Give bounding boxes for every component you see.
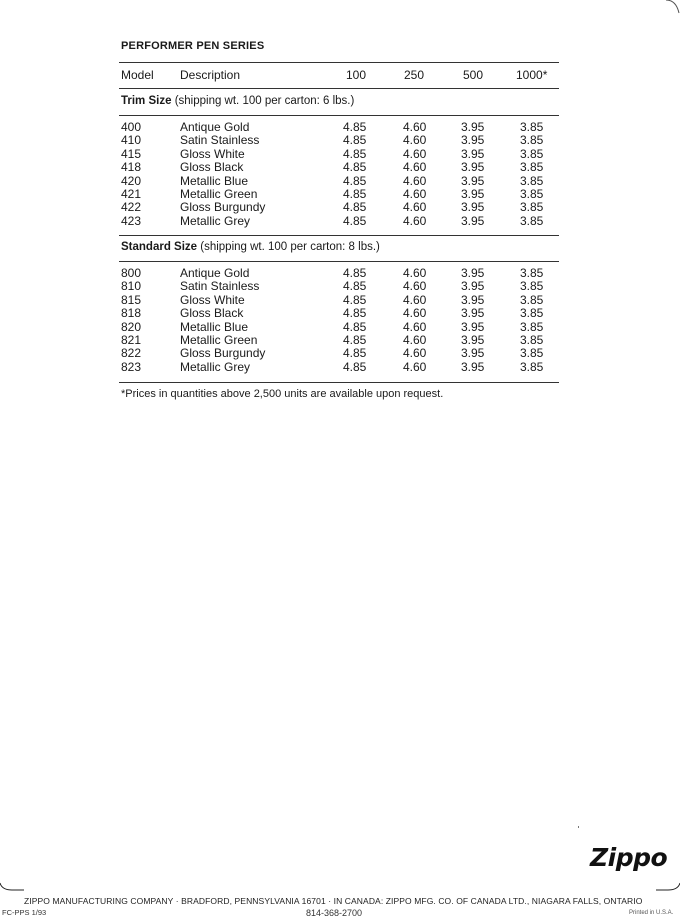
model-cell: 810	[121, 279, 142, 294]
model-cell: 421	[121, 187, 142, 201]
trim-section-note: (shipping wt. 100 per carton: 6 lbs.)	[171, 95, 355, 107]
price-100-cell: 4.85	[343, 200, 367, 215]
price-100-cell: 4.85	[343, 306, 367, 321]
price-1000-cell: 3.85	[520, 213, 544, 228]
price-500-cell: 3.95	[461, 120, 485, 134]
description-cell: Satin Stainless	[180, 133, 260, 148]
standard-section-top-rule	[119, 235, 559, 236]
price-250-cell: 4.60	[403, 346, 427, 361]
model-cell: 815	[121, 292, 142, 307]
header-top-rule	[119, 62, 559, 63]
price-1000-cell: 3.85	[520, 346, 544, 361]
price-100-cell: 4.85	[343, 213, 367, 228]
price-100-cell: 4.85	[343, 187, 367, 201]
price-1000-cell: 3.85	[520, 333, 544, 347]
price-100-cell: 4.85	[343, 146, 367, 161]
column-header-qty-1000: 1000*	[516, 68, 548, 82]
price-100-cell: 4.85	[343, 160, 367, 175]
table-row	[0, 267, 680, 280]
column-header-qty-100: 100	[346, 68, 367, 82]
model-cell: 818	[121, 306, 142, 321]
price-100-cell: 4.85	[343, 359, 367, 374]
table-row	[0, 148, 680, 161]
trim-section-heading	[121, 95, 354, 107]
price-500-cell: 3.95	[461, 306, 485, 321]
header-bottom-rule	[119, 88, 559, 89]
speck	[578, 826, 579, 828]
series-title: PERFORMER PEN SERIES	[121, 40, 265, 52]
price-500-cell: 3.95	[461, 279, 485, 294]
description-cell: Gloss Black	[180, 306, 244, 321]
price-1000-cell: 3.85	[520, 200, 544, 215]
model-cell: 423	[121, 213, 142, 228]
model-cell: 422	[121, 200, 142, 215]
price-250-cell: 4.60	[403, 333, 427, 347]
model-cell: 820	[121, 319, 142, 334]
description-cell: Gloss White	[180, 292, 245, 307]
footer-border	[0, 873, 680, 895]
column-header-model: Model	[121, 68, 154, 82]
column-header-description: Description	[180, 68, 241, 82]
table-row	[0, 188, 680, 201]
table-row	[0, 294, 680, 307]
table-row	[0, 134, 680, 147]
description-cell: Metallic Grey	[180, 213, 251, 228]
price-100-cell: 4.85	[343, 133, 367, 148]
price-100-cell: 4.85	[343, 173, 367, 188]
model-cell: 420	[121, 173, 142, 188]
price-1000-cell: 3.85	[520, 319, 544, 334]
description-cell: Satin Stainless	[180, 279, 260, 294]
price-250-cell: 4.60	[403, 133, 427, 148]
table-row	[0, 321, 680, 334]
price-100-cell: 4.85	[343, 120, 367, 134]
standard-section-note: (shipping wt. 100 per carton: 8 lbs.)	[197, 241, 380, 253]
standard-section-title: Standard Size	[121, 241, 198, 253]
price-250-cell: 4.60	[403, 359, 427, 374]
price-1000-cell: 3.85	[520, 173, 544, 188]
footnote: *Prices in quantities above 2,500 units are available upon request.	[121, 388, 444, 400]
price-500-cell: 3.95	[461, 146, 485, 161]
price-250-cell: 4.60	[403, 173, 427, 188]
price-250-cell: 4.60	[403, 120, 427, 134]
description-cell: Gloss White	[180, 146, 245, 161]
price-500-cell: 3.95	[461, 333, 485, 347]
standard-section-heading	[121, 241, 380, 253]
table-row	[0, 215, 680, 228]
price-250-cell: 4.60	[403, 200, 427, 215]
price-100-cell: 4.85	[343, 279, 367, 294]
table-row	[0, 280, 680, 293]
printed-in-usa: Printed in U.S.A.	[629, 910, 674, 916]
price-100-cell: 4.85	[343, 292, 367, 307]
table-row	[0, 161, 680, 174]
model-cell: 800	[121, 266, 142, 280]
model-cell: 400	[121, 120, 142, 134]
price-1000-cell: 3.85	[520, 279, 544, 294]
table-row	[0, 201, 680, 214]
price-1000-cell: 3.85	[520, 292, 544, 307]
page-corner	[666, 0, 680, 14]
description-cell: Metallic Grey	[180, 359, 251, 374]
price-250-cell: 4.60	[403, 306, 427, 321]
price-1000-cell: 3.85	[520, 306, 544, 321]
price-100-cell: 4.85	[343, 346, 367, 361]
price-100-cell: 4.85	[343, 319, 367, 334]
description-cell: Metallic Blue	[180, 173, 249, 188]
description-cell: Gloss Burgundy	[180, 346, 266, 361]
trim-section-title: Trim Size	[121, 95, 172, 107]
description-cell: Antique Gold	[180, 120, 250, 134]
phone-number: 814-368-2700	[306, 908, 363, 918]
trim-section-rule	[119, 115, 559, 116]
price-100-cell: 4.85	[343, 333, 367, 347]
company-address: ZIPPO MANUFACTURING COMPANY · BRADFORD, PENNSYLVANIA 16701 · IN CANADA: ZIPPO MFG. CO. OF CANADA LTD., NIAGARA FALLS, ONTARIO	[24, 896, 643, 906]
table-bottom-rule	[119, 382, 559, 383]
description-cell: Antique Gold	[180, 266, 250, 280]
price-1000-cell: 3.85	[520, 266, 544, 280]
price-250-cell: 4.60	[403, 213, 427, 228]
price-250-cell: 4.60	[403, 266, 427, 280]
standard-section-rule	[119, 261, 559, 262]
price-1000-cell: 3.85	[520, 146, 544, 161]
table-row	[0, 175, 680, 188]
description-cell: Metallic Green	[180, 187, 258, 201]
model-cell: 822	[121, 346, 142, 361]
description-cell: Metallic Blue	[180, 319, 249, 334]
model-cell: 410	[121, 133, 142, 148]
price-250-cell: 4.60	[403, 319, 427, 334]
model-cell: 418	[121, 160, 142, 175]
price-500-cell: 3.95	[461, 359, 485, 374]
price-500-cell: 3.95	[461, 160, 485, 175]
price-250-cell: 4.60	[403, 187, 427, 201]
price-250-cell: 4.60	[403, 146, 427, 161]
column-header-qty-500: 500	[463, 68, 484, 82]
price-500-cell: 3.95	[461, 213, 485, 228]
price-1000-cell: 3.85	[520, 120, 544, 134]
model-cell: 415	[121, 146, 142, 161]
price-500-cell: 3.95	[461, 173, 485, 188]
form-code: FC-PPS 1/93	[2, 908, 47, 917]
description-cell: Gloss Burgundy	[180, 200, 266, 215]
model-cell: 821	[121, 333, 142, 347]
price-1000-cell: 3.85	[520, 359, 544, 374]
table-row	[0, 121, 680, 134]
price-250-cell: 4.60	[403, 279, 427, 294]
price-250-cell: 4.60	[403, 292, 427, 307]
zippo-logo: Zippo	[590, 843, 668, 872]
column-header-qty-250: 250	[404, 68, 425, 82]
price-500-cell: 3.95	[461, 319, 485, 334]
description-cell: Gloss Black	[180, 160, 244, 175]
table-row	[0, 361, 680, 374]
price-1000-cell: 3.85	[520, 133, 544, 148]
price-500-cell: 3.95	[461, 200, 485, 215]
price-500-cell: 3.95	[461, 266, 485, 280]
table-row	[0, 334, 680, 347]
description-cell: Metallic Green	[180, 333, 258, 347]
price-500-cell: 3.95	[461, 292, 485, 307]
price-1000-cell: 3.85	[520, 187, 544, 201]
price-500-cell: 3.95	[461, 346, 485, 361]
price-1000-cell: 3.85	[520, 160, 544, 175]
table-row	[0, 347, 680, 360]
price-100-cell: 4.85	[343, 266, 367, 280]
price-500-cell: 3.95	[461, 187, 485, 201]
table-row	[0, 307, 680, 320]
model-cell: 823	[121, 359, 142, 374]
price-250-cell: 4.60	[403, 160, 427, 175]
price-500-cell: 3.95	[461, 133, 485, 148]
